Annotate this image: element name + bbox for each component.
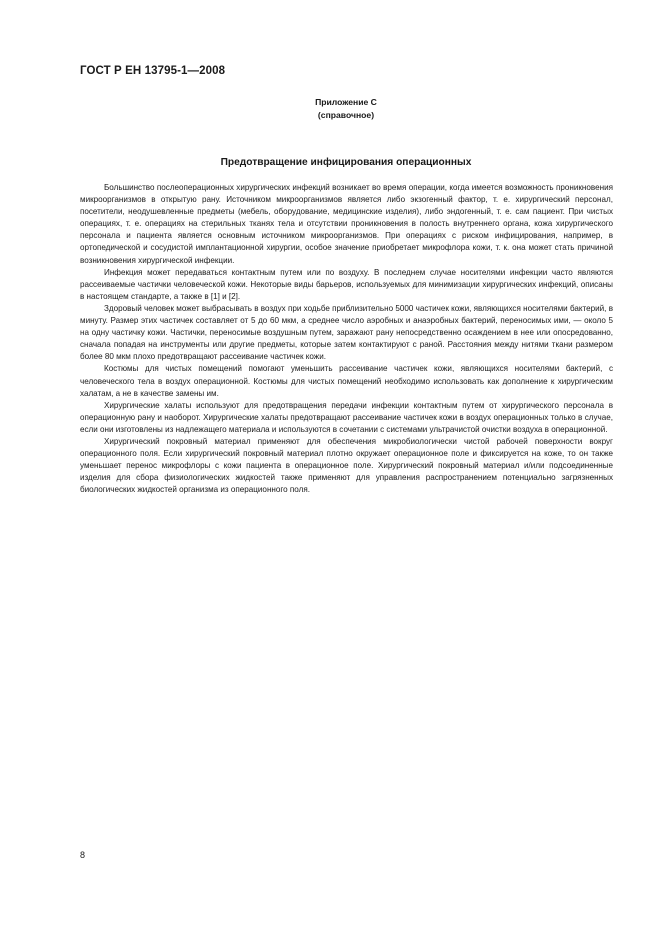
paragraph: Хирургический покровный материал применяют для обеспечения микробиологически чистой рабочей поверхности вокруг операционного поля. Если хирургический покровный материал плотно окружает операционное поле и фиксируется на коже, то он также уменьшает перенос микрофлоры с кожи пациента в операционное поле. Хирургический покровный материал и/или подсоединенные изделия для сбора физиологических жидкостей также применяют для управления распространением потенциально загрязненных биологических жидкостей организма из операционного поля. [80, 436, 613, 495]
paragraph: Костюмы для чистых помещений помогают уменьшить рассеивание частичек кожи, являющихся носителями бактерий, с человеческого тела в воздух операционной. Костюмы для чистых помещений необходимо использовать как дополнение к хирургическим халатам, а не в качестве замены им. [80, 364, 613, 398]
paragraph: Хирургические халаты используют для предотвращения передачи инфекции контактным путем от хирургического персонала в операционную рану и наоборот. Хирургические халаты предотвращают рассеивание частичек кожи в воздух операционных только в случае, если они изготовлены из надлежащего материала и используются в сочетании с системами ультрачистой очистки воздуха в операционной. [80, 400, 613, 434]
body-text [80, 182, 613, 496]
paragraph: Здоровый человек может выбрасывать в воздух при ходьбе приблизительно 5000 частичек кожи, являющихся носителями бактерий, в минуту. Размер этих частичек составляет от 5 до 60 мкм, а среднее число аэробных и анаэробных бактерий, переносимых ими, — около 5 на одну частичку кожи. Частички, переносимые воздушным путем, заражают рану непосредственно осаждением в нее или опосредованно, сначала попадая на инструменты или другие предметы, которые затем контактируют с раной. Расстояния между нитями ткани размером более 80 мкм плохо предотвращают рассеивание частичек кожи. [80, 303, 613, 362]
section-title: Предотвращение инфицирования операционных [220, 157, 472, 168]
paragraph: Инфекция может передаваться контактным путем или по воздуху. В последнем случае носителями инфекции часто являются рассеиваемые частички человеческой кожи. Некоторые виды барьеров, используемых для минимизации хирургических инфекций, описаны в настоящем стандарте, а также в [1] и [2]. [80, 267, 613, 301]
page-number: 8 [80, 850, 86, 860]
annex-subtitle: (справочное) [317, 110, 375, 120]
annex-title: Приложение С [315, 97, 377, 107]
annex-heading [80, 96, 612, 122]
paragraph: Большинство послеоперационных хирургических инфекций возникает во время операции, когда имеется возможность проникновения микроорганизмов в открытую рану. Источником микроорганизмов является либо экзогенный фактор, т. е. хирургический персонал, посетители, неодушевленные предметы (мебель, оборудование, медицинские изделия), либо эндогенный, т. е. сам пациент. При чистых операциях, т. е. операциях на стерильных тканях тела и отсутствии проникновения в полость внутреннего органа, кожа хирургического персонала и пациента является основным источником микроорганизмов. При операциях с риском инфицирования, например, в ортопедической и сосудистой имплантационной хирургии, особое значение приобретает микрофлора кожи, т. к. она может стать причиной возникновения хирургической инфекции. [80, 183, 613, 265]
document-code: ГОСТ Р ЕН 13795-1—2008 [80, 65, 226, 77]
